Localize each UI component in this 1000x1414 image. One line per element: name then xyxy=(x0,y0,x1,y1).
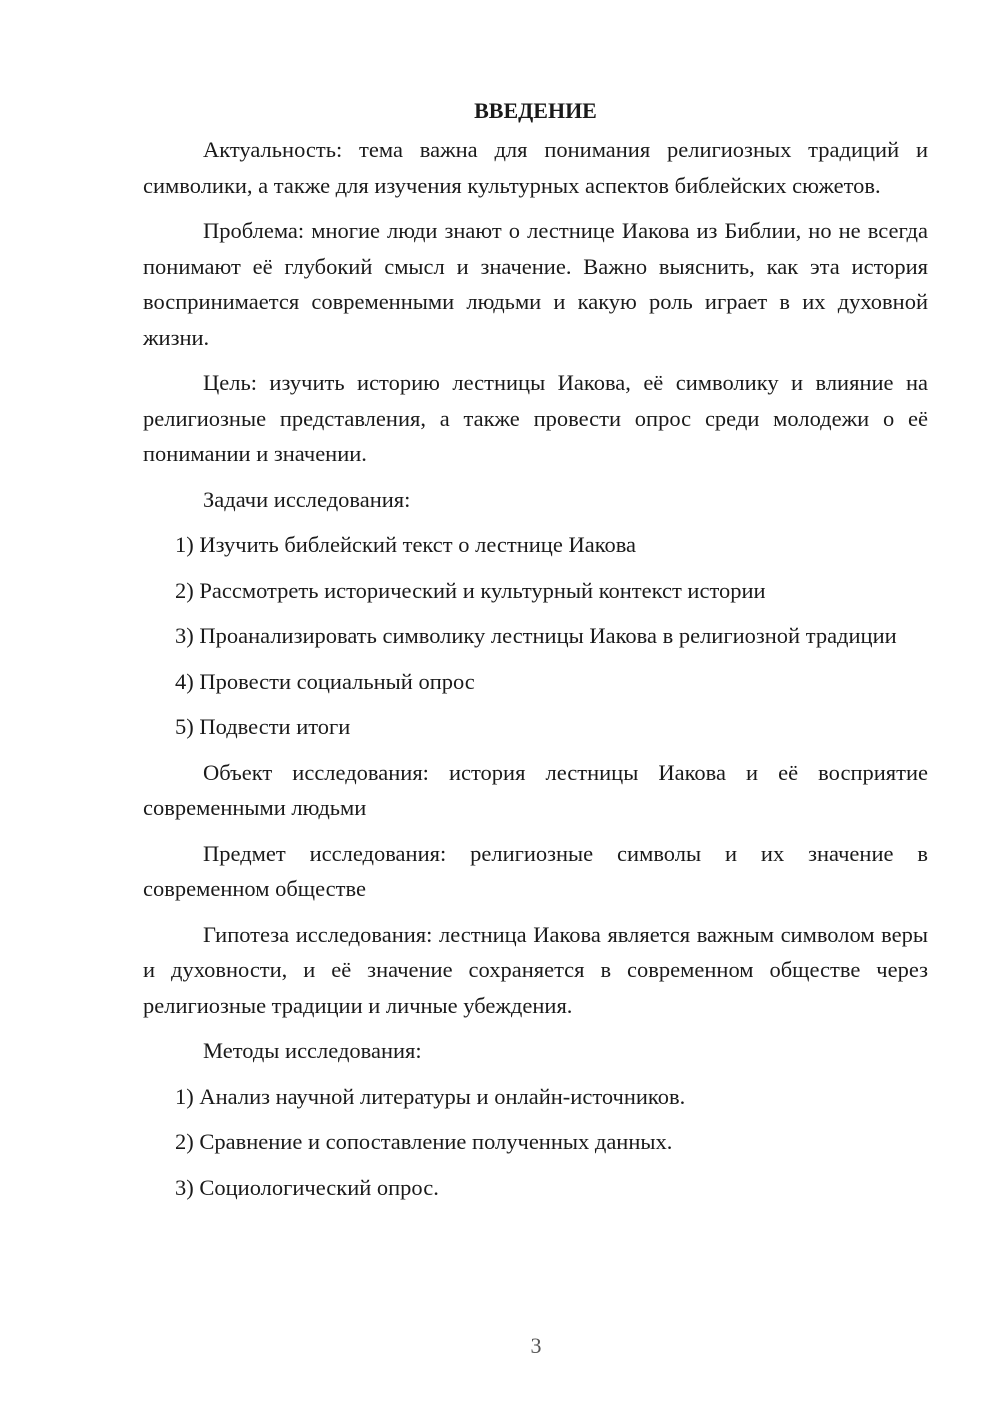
page-number: 3 xyxy=(530,1333,542,1358)
hypothesis-paragraph: Гипотеза исследования: лестница Иакова является важным символом веры и духовности, и её значение сохраняется в современном обществе через религиозные традиции и личные убеждения. xyxy=(143,921,928,1018)
document-page xyxy=(143,94,928,1205)
task-item: 2) Рассмотреть исторический и культурный контекст истории xyxy=(175,577,766,603)
methods-heading: Методы исследования: xyxy=(203,1038,422,1063)
task-item: 5) Подвести итоги xyxy=(175,714,351,739)
method-item: 2) Сравнение и сопоставление полученных данных. xyxy=(175,1129,673,1154)
page-title: ВВЕДЕНИЕ xyxy=(474,98,597,123)
method-item: 1) Анализ научной литературы и онлайн-источников. xyxy=(175,1083,686,1109)
tasks-heading: Задачи исследования: xyxy=(203,486,411,512)
problem-paragraph: Проблема: многие люди знают о лестнице Иакова из Библии, но не всегда понимают её глубокий смысл и значение. Важно выяснить, как эта история воспринимается современными людьми и какую роль играет в их духовной жизни. xyxy=(143,218,928,350)
task-item: 3) Проанализировать символику лестницы Иакова в религиозной традиции xyxy=(175,623,897,648)
method-item: 3) Социологический опрос. xyxy=(175,1174,439,1200)
task-item: 1) Изучить библейский текст о лестнице Иакова xyxy=(175,532,637,557)
relevance-paragraph: Актуальность: тема важна для понимания религиозных традиций и символики, а также для изучения культурных аспектов библейских сюжетов. xyxy=(143,137,928,198)
goal-paragraph: Цель: изучить историю лестницы Иакова, её символику и влияние на религиозные представления, а также провести опрос среди молодежи о её понимании и значении. xyxy=(143,370,928,466)
task-item: 4) Провести социальный опрос xyxy=(175,668,475,694)
object-paragraph: Объект исследования: история лестницы Иакова и её восприятие современными людьми xyxy=(143,759,928,820)
subject-paragraph: Предмет исследования: религиозные символы и их значение в современном обществе xyxy=(143,840,928,901)
